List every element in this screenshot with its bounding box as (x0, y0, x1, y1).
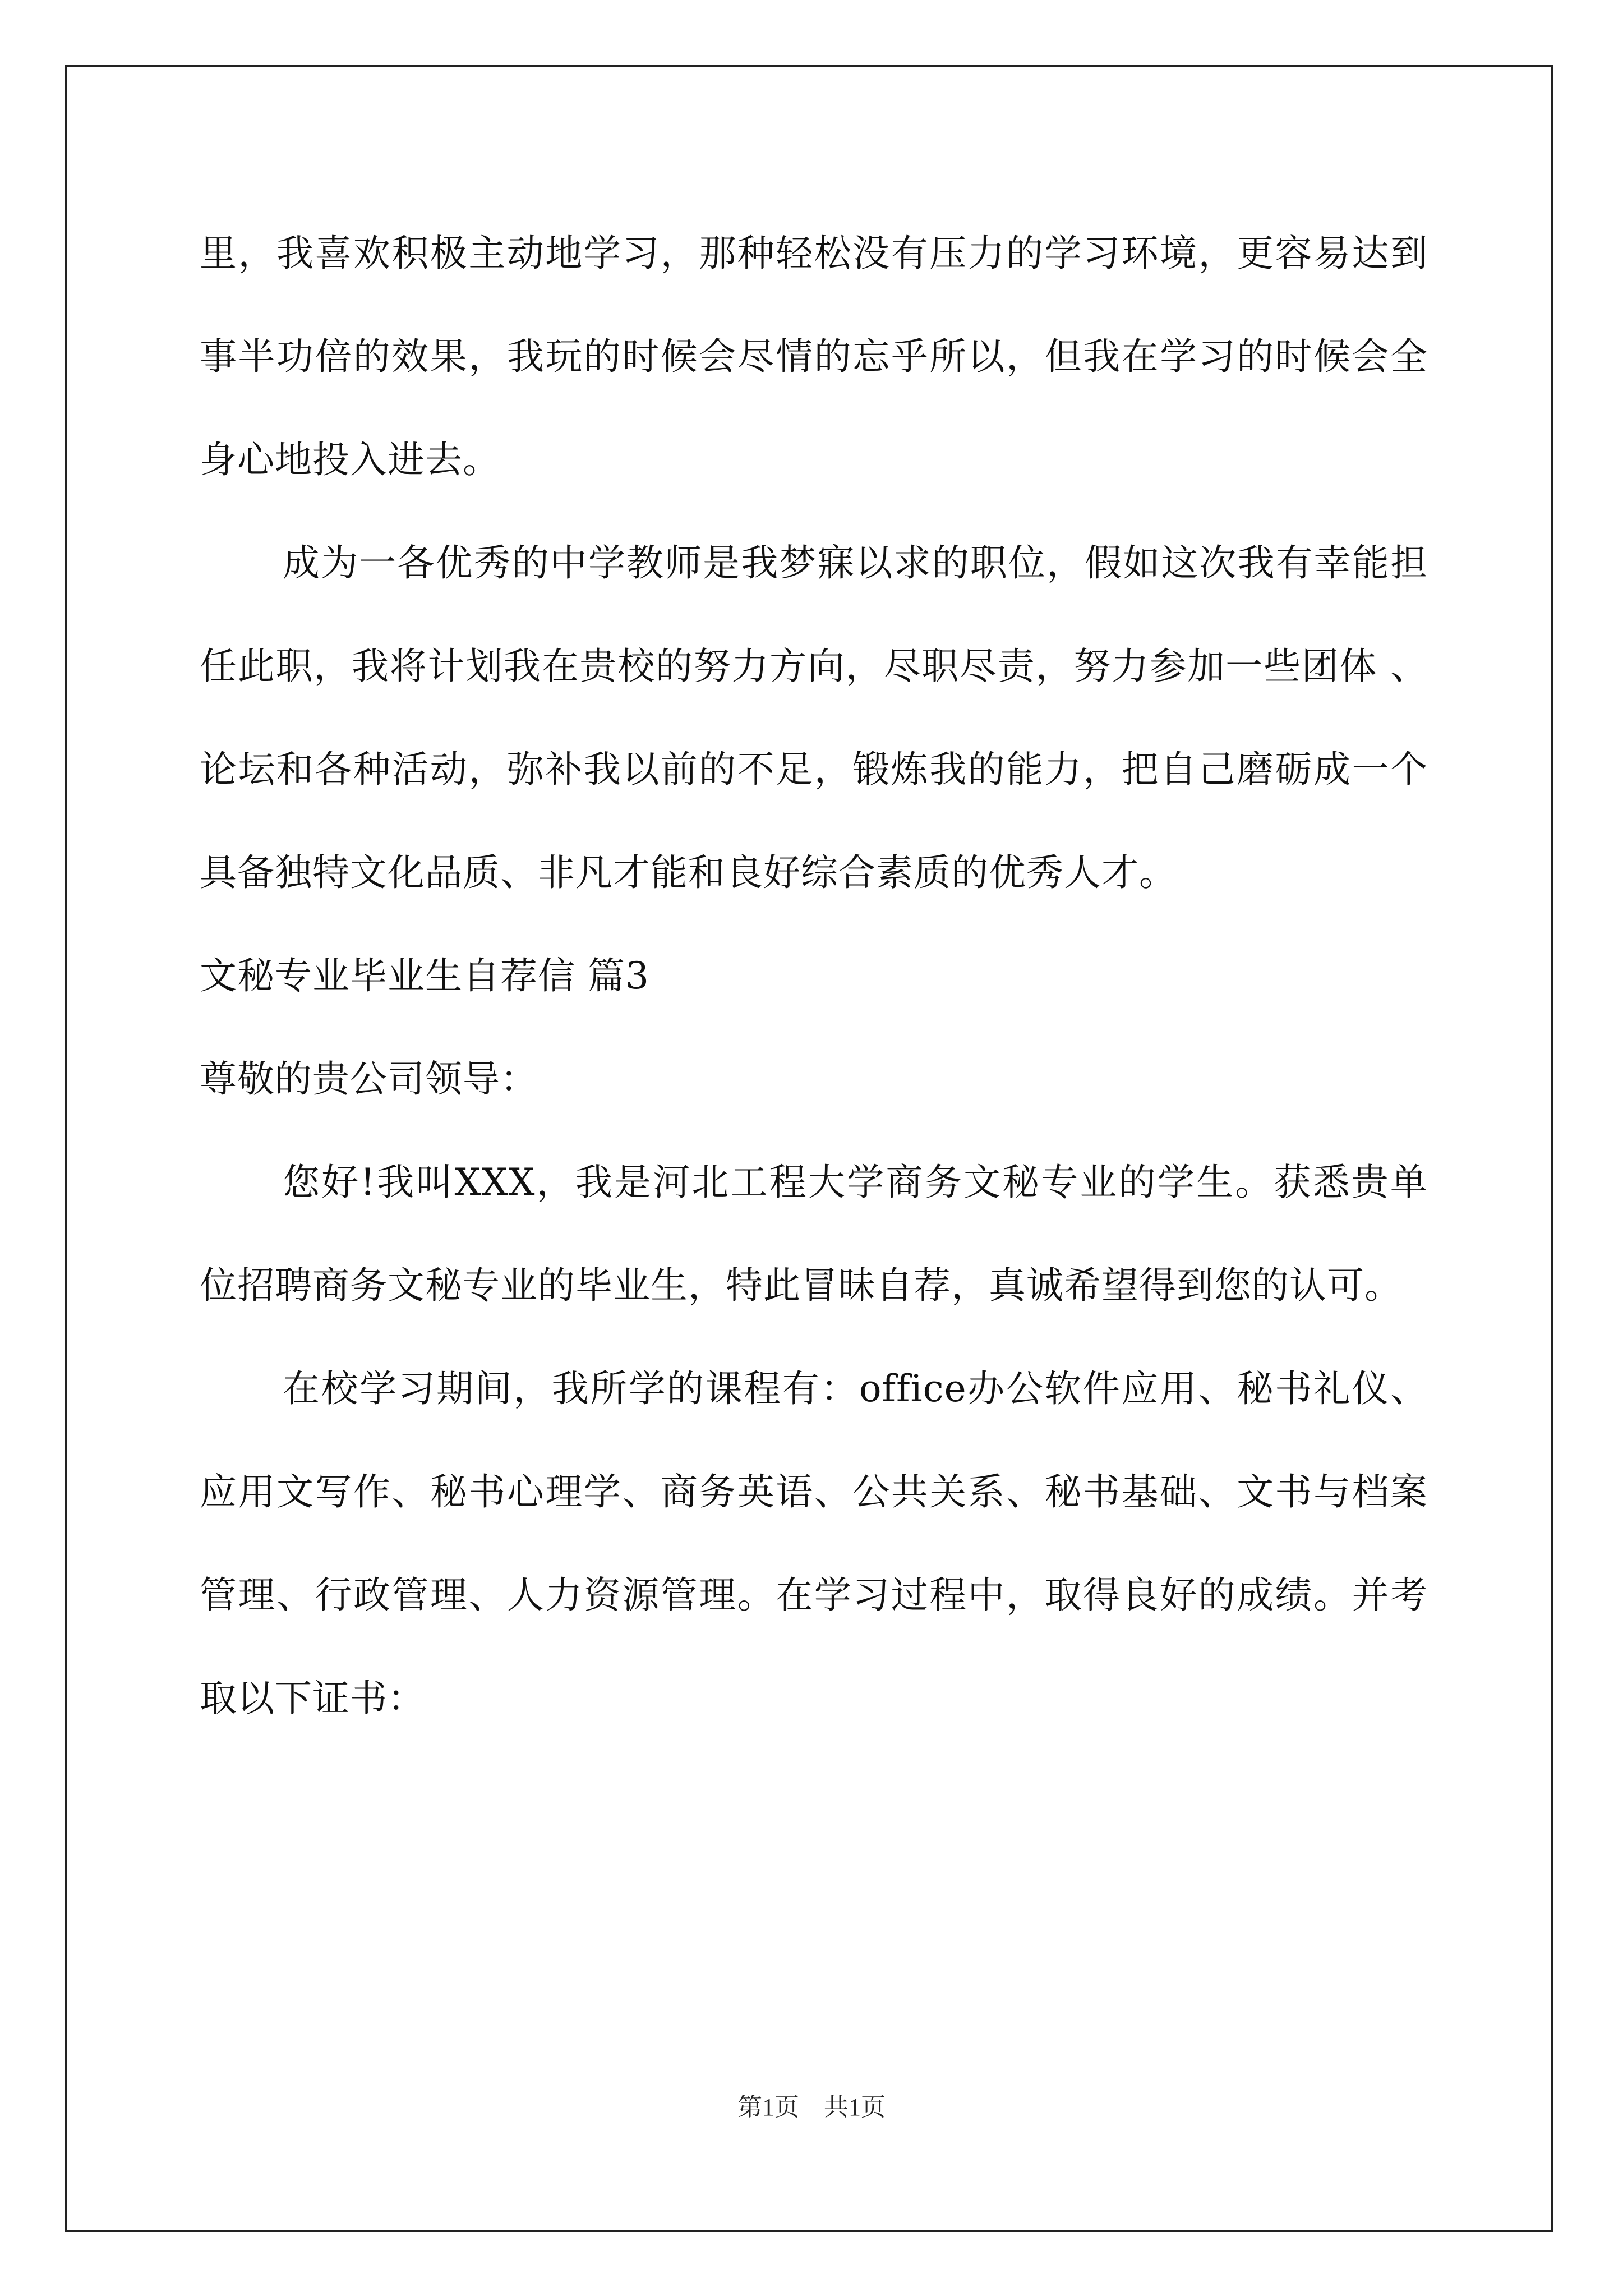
paragraph-career-goal: 成为一各优秀的中学教师是我梦寐以求的职位，假如这次我有幸能担任此职，我将计划我在贵校的努力方向，尽职尽责，努力参加一些团体 、论坛和各种活动，弥补我以前的不足，锻炼我的能力，把自己磨砺成一个具备独特文化品质、非凡才能和良好综合素质的优秀人才。 (200, 541, 1428, 894)
page-footer: 第1页 共1页 (737, 2093, 886, 2121)
paragraph-continued: 里，我喜欢积极主动地学习，那种轻松没有压力的学习环境，更容易达到事半功倍的效果，我玩的时候会尽情的忘乎所以，但我在学习的时候会全身心地投入进去。 (200, 232, 1428, 481)
paragraph-courses: 在校学习期间，我所学的课程有：office办公软件应用、秘书礼仪、应用文写作、秘书心理学、商务英语、公共关系、秘书基础、文书与档案管理、行政管理、人力资源管理。在学习过程中，取得良好的成绩。并考取以下证书： (200, 1367, 1428, 1720)
section-heading: 文秘专业毕业生自荐信 篇3 (200, 954, 649, 997)
paragraph-introduction: 您好!我叫XXX，我是河北工程大学商务文秘专业的学生。获悉贵单位招聘商务文秘专业的毕业生，特此冒昧自荐，真诚希望得到您的认可。 (200, 1161, 1428, 1307)
salutation: 尊敬的贵公司领导： (200, 1057, 538, 1101)
document-body (200, 202, 1428, 1750)
